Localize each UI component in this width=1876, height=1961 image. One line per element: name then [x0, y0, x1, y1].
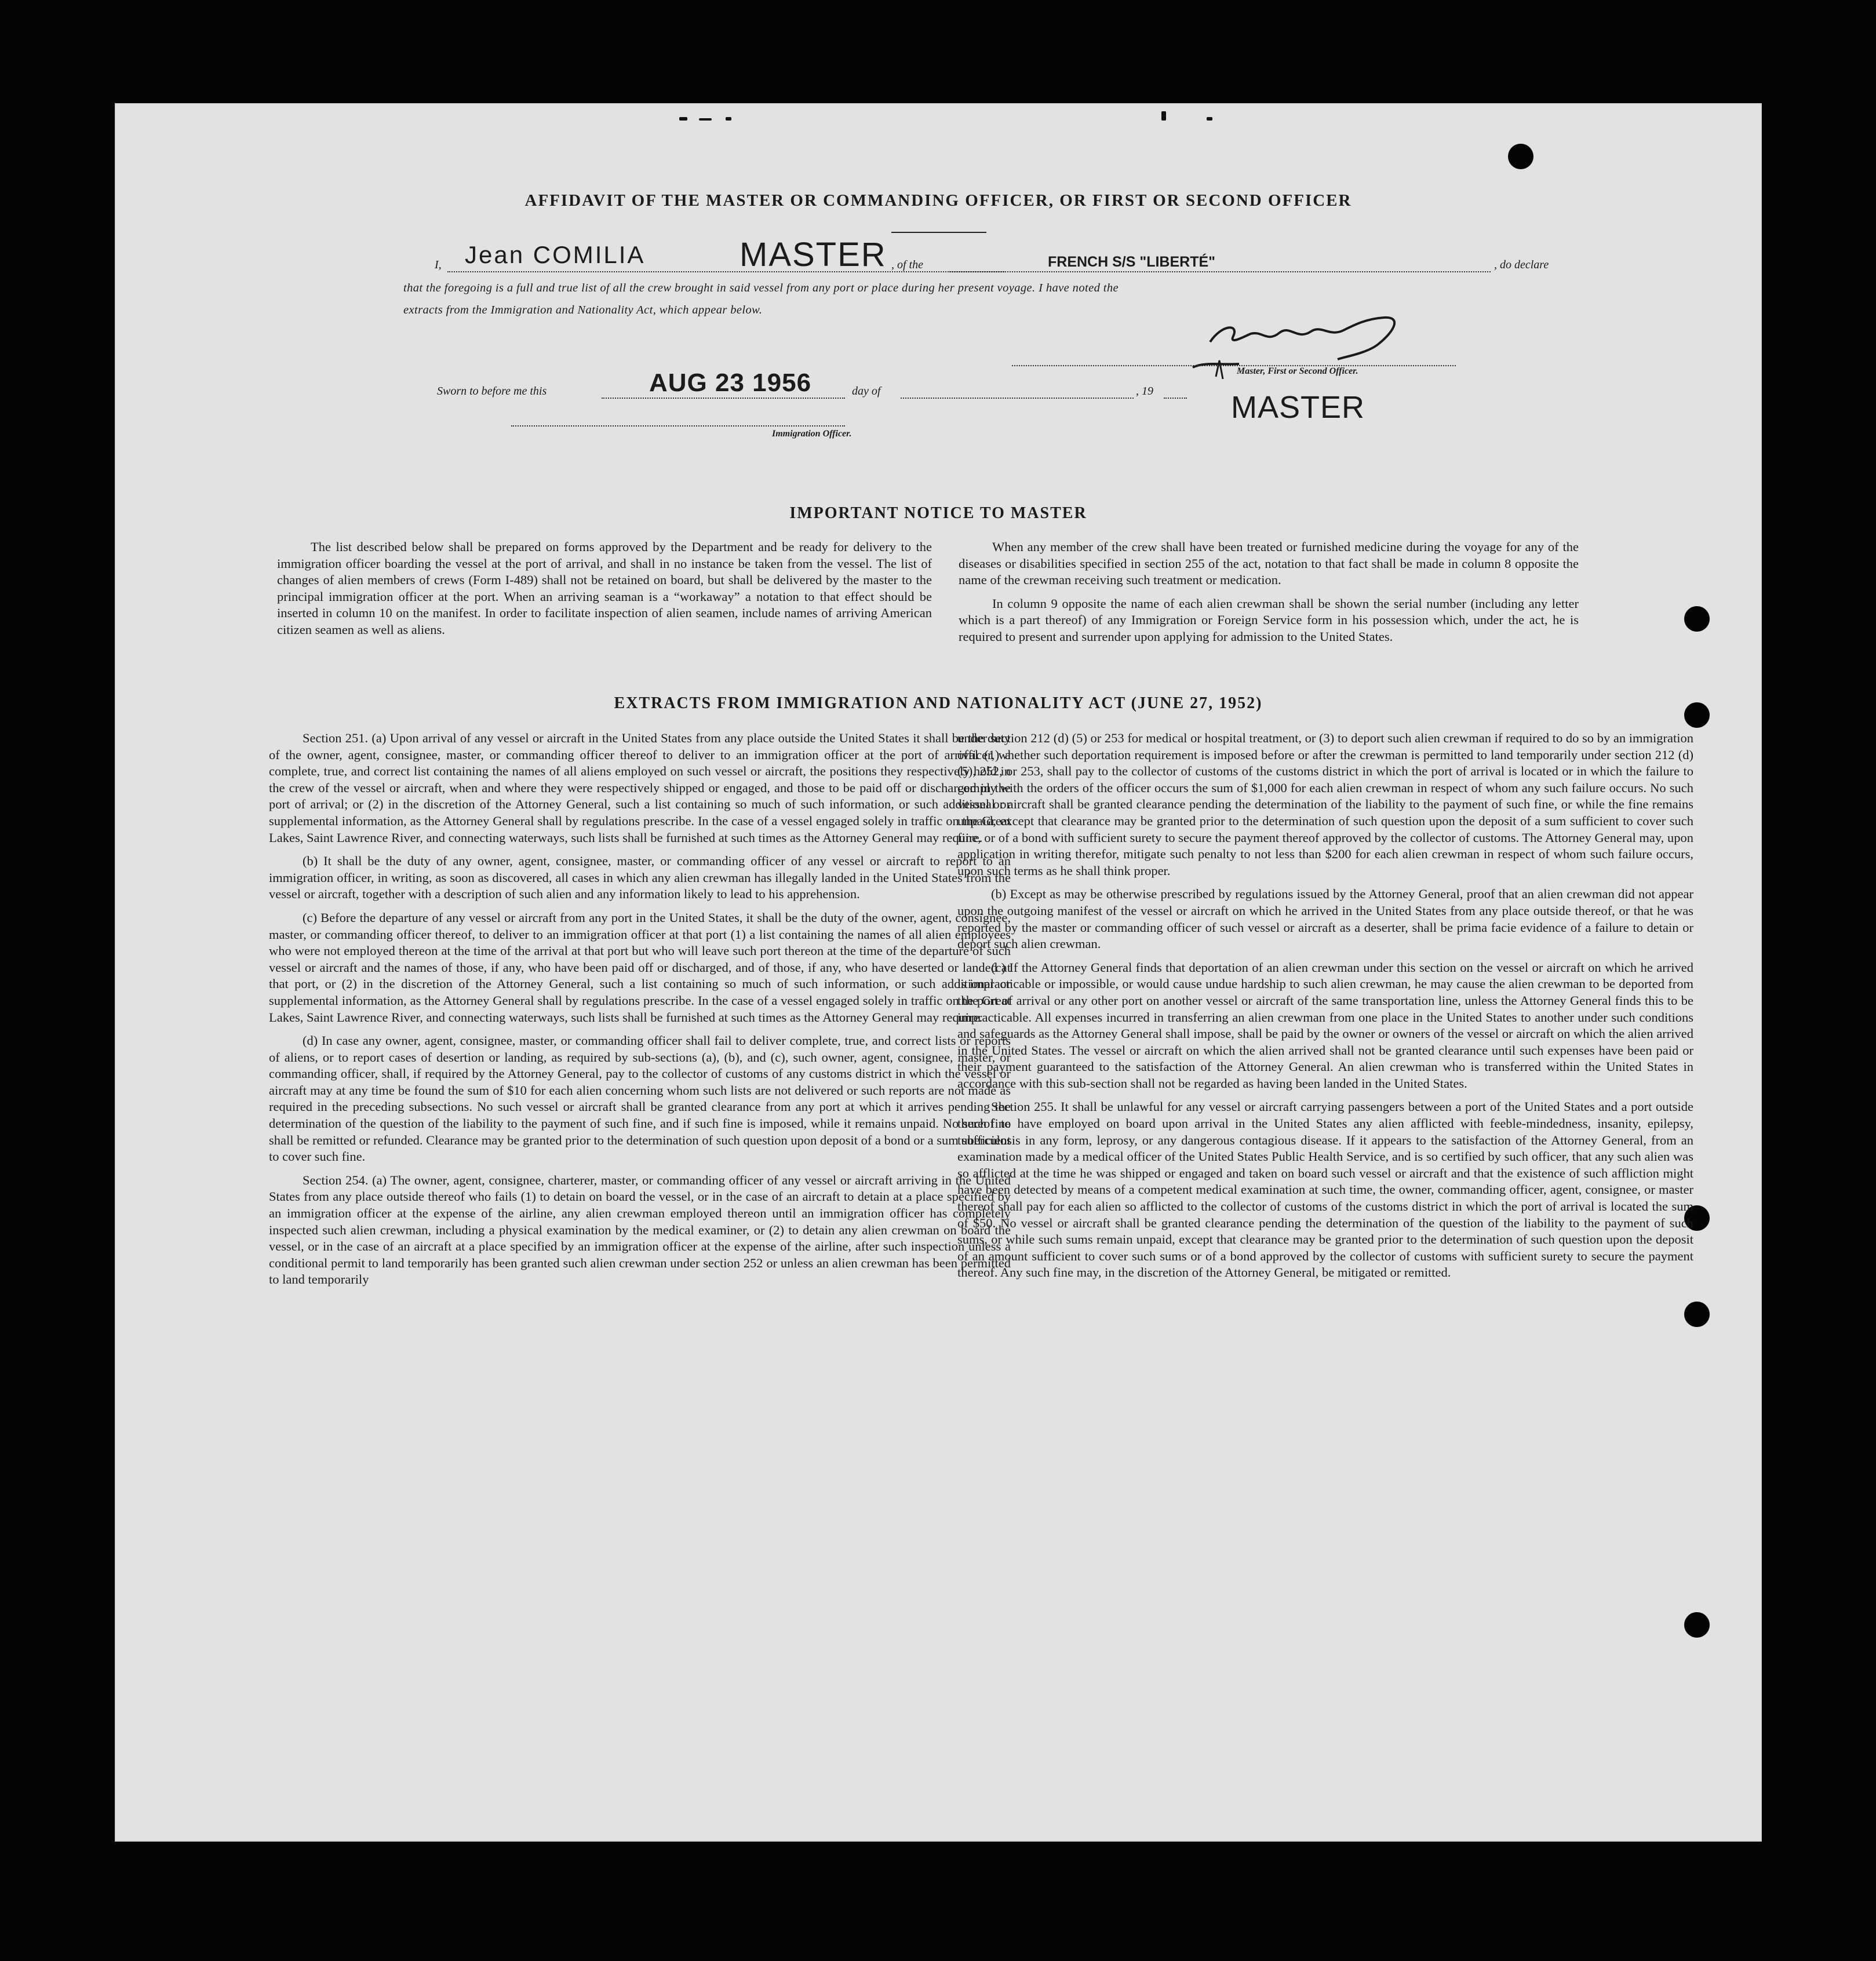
label-i: I,: [435, 258, 442, 271]
label-of-the: , of the: [891, 258, 923, 271]
text-paragraph: (b) Except as may be otherwise prescribed by regulations issued by the Attorney General, proof that an alien crewman did not appear upon the outgoing manifest of the vessel or aircraft on which he arrived in the United States from any place outside thereof, or that he was reported by the master or commanding officer of such vessel or aircraft as a deserter, shall be prima facie evidence of a failure to detain or deport such alien crewman.: [957, 887, 1693, 952]
signer-rank-stamp: MASTER: [1231, 390, 1365, 425]
notice-title: IMPORTANT NOTICE TO MASTER: [789, 504, 1087, 522]
label-sworn: Sworn to before me this: [437, 385, 547, 398]
master-rank-stamp: MASTER: [740, 236, 887, 274]
master-signature: [1170, 307, 1587, 388]
text-paragraph: In column 9 opposite the name of each alien crewman shall be shown the serial number (including any letter which is a part thereof) of any Immigration or Foreign Service form in his possession which, under the act, he is required to present and surrender upon applying for admission to the United States.: [959, 596, 1579, 644]
vessel-line: [949, 271, 1491, 272]
sworn-date-stamp: AUG 23 1956: [649, 369, 812, 397]
text-paragraph: (c) If the Attorney General finds that deportation of an alien crewman under this section on the vessel or aircraft on which he arrived is impracticable or impossible, or would cause undue hardship to such alien crewman, he may cause the alien crewman to be deported from the port of arrival or any other port on another vessel or aircraft of the same transportation line, unless the Attorney General finds this to be impracticable. All expenses incurred in transferring an alien crewman from one place in the United States to another under such conditions and safeguards as the Attorney General shall impose, shall be paid by the owner or owners of the vessel or aircraft on which the alien arrived in the United States. The vessel or aircraft on which the alien arrived shall not be granted clearance until such expenses have been paid or their payment guaranteed to the satisfaction of the Attorney General. An alien crewman who is transferred within the United States in accordance with this sub-section shall not be regarded as having been landed in the United States.: [957, 960, 1693, 1091]
sworn-line: [602, 398, 845, 399]
text-paragraph: (b) It shall be the duty of any owner, agent, consignee, master, or commanding officer of any vessel or aircraft to report to an immigration officer, in writing, as soon as discovered, all cases in which any alien crewman has illegally landed in the United States from the vessel or aircraft, together with a description of such alien and any information likely to lead to his apprehension.: [269, 854, 1011, 902]
notice-right-column: [959, 539, 1579, 653]
declaration-line-2: extracts from the Immigration and Nationality Act, which appear below.: [403, 304, 763, 316]
label-do-declare: , do declare: [1494, 258, 1549, 271]
text-paragraph: Section 255. It shall be unlawful for any vessel or aircraft carrying passengers between a port of the United States and a port outside thereof to have employed on board upon arrival in the United States any alien afflicted with feeble-mindedness, insanity, epilepsy, tuberculosis in any form, leprosy, or any dangerous contagious disease. If it appears to the satisfaction of the Attorney General, from an examination made by a medical officer of the United States Public Health Service, and is so certified by such officer, that any such alien was so afflicted at the time he was shipped or engaged and taken on board such vessel or aircraft and that the existence of such affliction might have been detected by means of a competent medical examination at such time, the owner, commanding officer, agent, consignee, or master thereof shall pay for each alien so afflicted to the collector of customs of the customs district in which the port of arrival is located the sum of $50. No vessel or aircraft shall be granted clearance pending the determination of the question of the liability to the payment of such sums, or while such sums remain unpaid, except that clearance may be granted prior to the determination of such question upon the deposit of an amount sufficient to cover such sums or of a bond approved by the collector of customs with sufficient surety to secure the payment thereof. Any such fine may, in the discretion of the Attorney General, be mitigated or remitted.: [957, 1099, 1693, 1280]
officer-line: [511, 425, 845, 427]
title-underline: [891, 232, 986, 233]
text-paragraph: under section 212 (d) (5) or 253 for medical or hospital treatment, or (3) to deport such alien crewman if required to do so by an immigration officer, whether such deportation requirement is imposed before or after the crewman is permitted to land temporarily under section 212 (d) (5), 252, or 253, shall pay to the collector of customs of the customs district in which the port of arrival is located or in which the failure to comply with the orders of the officer occurs the sum of $1,000 for each alien crewman in respect of whom any such failure occurs. No such vessel or aircraft shall be granted clearance pending the determination of the liability to the payment of such fine, or while the fine remains unpaid, except that clearance may be granted prior to the determination of such question upon the deposit of a sum sufficient to cover such fine, or of a bond with sufficient surety to secure the payment thereof approved by the collector of customs. The Attorney General may, upon application in writing therefor, mitigate such penalty to not less than $200 for each alien crewman in respect of whom such failure occurs, upon such terms as he shall think proper.: [957, 731, 1693, 878]
extracts-left-column: [269, 730, 1011, 1295]
officer-caption: Immigration Officer.: [772, 429, 852, 439]
declaration-line-1: that the foregoing is a full and true list of all the crew brought in said vessel from any port or place during her present voyage. I have noted the: [403, 282, 1119, 294]
binder-hole: [1684, 1302, 1710, 1327]
binder-hole: [1684, 606, 1710, 632]
extracts-right-column: [957, 730, 1693, 1288]
extracts-title: EXTRACTS FROM IMMIGRATION AND NATIONALITY ACT (JUNE 27, 1952): [614, 694, 1263, 712]
notice-left-column: [277, 539, 932, 639]
label-year: , 19: [1136, 385, 1153, 398]
year-line: [1164, 398, 1187, 399]
scan-mark: [726, 117, 731, 121]
binder-hole: [1684, 1612, 1710, 1638]
master-name: Jean COMILIA: [465, 241, 646, 268]
text-paragraph: (d) In case any owner, agent, consignee, master, or commanding officer shall fail to deliver complete, true, and correct lists or reports of aliens, or to report cases of desertion or landing, as required by sub-sections (a), (b), and (c), such owner, agent, consignee, master, or commanding officer, shall, if required by the Attorney General, pay to the collector of customs of any customs district in which the vessel or aircraft may at any time be found the sum of $10 for each alien concerning whom such lists are not delivered or such reports are not made as required in the preceding subsections. No such vessel or aircraft shall be granted clearance from any port at which it arrives pending the determination of the question of the liability to the payment of such fine, and if such fine is imposed, while it remains unpaid. No such fine shall be remitted or refunded. Clearance may be granted prior to the determination of such question upon deposit of a bond or a sum sufficient to cover such fine.: [269, 1033, 1011, 1164]
text-paragraph: (c) Before the departure of any vessel or aircraft from any port in the United States, it shall be the duty of the owner, agent, consignee, master, or commanding officer thereof, to deliver to an immigration officer at that port (1) a list containing the names of all alien employees who were not employed thereon at the time of the arrival at that port but who will leave such port thereon at the time of the departure of such vessel or aircraft and the names of those, if any, who have been paid off or discharged, and of those, if any, who have deserted or landed at that port, or (2) in the discretion of the Attorney General, such a list containing so much of such information, or such additional or supplemental information, as the Attorney General shall by regulations prescribe. In the case of a vessel engaged solely in traffic on the Great Lakes, Saint Lawrence River, and connecting waterways, such lists shall be furnished at such times as the Attorney General may require.: [269, 910, 1011, 1025]
scan-mark: [699, 118, 712, 121]
notice-paragraph: The list described below shall be prepared on forms approved by the Department and be ready for delivery to the immigration officer boarding the vessel at the port of arrival, and shall in no instance be taken from the vessel. The list of changes of alien members of crews (Form I-489) shall not be retained on board, but shall be delivered by the master to the principal immigration officer at the port. When an arriving seaman is a “workaway” a notation to that effect should be inserted in column 10 on the manifest. In order to facilitate inspection of alien seamen, include names of arriving American citizen seamen as well as aliens.: [277, 540, 932, 637]
scan-mark: [1207, 117, 1212, 121]
label-day-of: day of: [852, 385, 881, 398]
month-line: [901, 398, 1134, 399]
scan-mark: [679, 117, 687, 121]
binder-hole: [1508, 144, 1533, 169]
signature-line: [1012, 365, 1456, 366]
text-paragraph: Section 251. (a) Upon arrival of any vessel or aircraft in the United States from any place outside the United States it shall be the duty of the owner, agent, consignee, master, or commanding officer thereof to deliver to an immigration officer at the port of arrival (1) a complete, true, and correct list containing the names of all aliens employed on such vessel or aircraft, the positions they respectively hold in the crew of the vessel or aircraft, when and where they were respectively shipped or engaged, and those to be paid off or discharged in the port of arrival; or (2) in the discretion of the Attorney General, such a list containing so much of such information, or such additional or supplemental information, as the Attorney General shall by regulations prescribe. In the case of a vessel engaged solely in traffic on the Great Lakes, Saint Lawrence River, and connecting waterways, such lists shall be furnished at such times as the Attorney General may require.: [269, 731, 1011, 845]
scan-mark: [1161, 111, 1166, 121]
affidavit-page: [115, 103, 1762, 1842]
text-paragraph: When any member of the crew shall have been treated or furnished medicine during the voyage for any of the diseases or disabilities specified in section 255 of the act, notation to that fact shall be made in column 8 opposite the name of the crewman receiving such treatment or medication.: [959, 540, 1579, 588]
vessel-name: FRENCH S/S "LIBERTÉ": [1048, 254, 1216, 270]
affidavit-title: AFFIDAVIT OF THE MASTER OR COMMANDING OFFICER, OR FIRST OR SECOND OFFICER: [524, 191, 1352, 210]
signature-caption: Master, First or Second Officer.: [1237, 366, 1358, 376]
text-paragraph: Section 254. (a) The owner, agent, consignee, charterer, master, or commanding officer of any vessel or aircraft arriving in the United States from any place outside thereof who fails (1) to detain on board the vessel, or in the case of an aircraft to detain at a place specified by an immigration officer at the expense of the airline, any alien crewman employed thereon until an immigration officer has completely inspected such alien crewman, including a physical examination by the medical examiner, or (2) to detain any alien crewman on board the vessel, or in the case of an aircraft at a place specified by an immigration officer at the expense of the airline, after such inspection unless a conditional permit to land temporarily has been granted such alien crewman under section 252 or unless an alien crewman has been permitted to land temporarily: [269, 1172, 1011, 1287]
